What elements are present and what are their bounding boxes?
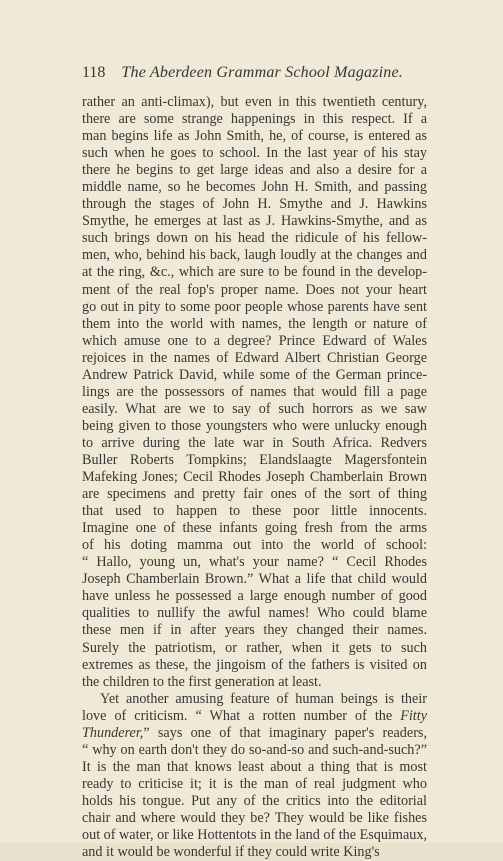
text-line: which amuse one to a degree? Prince Edward of Wales xyxy=(82,332,427,349)
text-line: that used to happen to these poor little innocents. xyxy=(82,503,427,520)
text-line-with-italic xyxy=(82,725,427,742)
text-line: Yet another amusing feature of human beings is their xyxy=(100,690,427,707)
text-line-with-italic xyxy=(82,708,427,725)
text-line: them into the world with names, the length or nature of xyxy=(82,315,427,332)
text-line: there are some strange happenings in this respect. If a xyxy=(82,111,427,128)
text-line: rejoices in the names of Edward Albert Christian George xyxy=(82,349,427,366)
text-segment: ” says one of that imaginary paper's readers, xyxy=(143,724,427,741)
text-line: Buller Roberts Tompkins; Elandslaagte Magersfontein xyxy=(82,451,427,468)
italic-title: Fitty xyxy=(400,707,427,724)
text-line: “ Hallo, young un, what's your name? “ Cecil Rhodes xyxy=(82,554,427,571)
text-line: have unless he possessed a large enough number of good xyxy=(82,588,427,605)
text-line: ment of the real fop's proper name. Does not your heart xyxy=(82,281,427,298)
text-line: and it would be wonderful if they could write King's xyxy=(82,844,380,861)
text-line: rather an anti-climax), but even in this twentieth century, xyxy=(82,94,427,110)
text-line: Mafeking Jones; Cecil Rhodes Joseph Chamberlain Brown xyxy=(82,469,427,486)
text-line: the children to the first generation at least. xyxy=(82,673,322,690)
running-header xyxy=(82,64,427,82)
text-line: Smythe, he emerges at last as J. Hawkins-Smythe, and as xyxy=(82,213,427,230)
text-line: out of water, or like Hottentots in the land of the Esquimaux, xyxy=(82,827,427,844)
page-number: 118 xyxy=(82,64,106,81)
text-line: qualities to nullify the awful names! Who could blame xyxy=(82,605,427,622)
text-line: Joseph Chamberlain Brown.” What a life that child would xyxy=(82,571,427,588)
text-line: go out in pity to some poor people whose parents have sent xyxy=(82,298,427,315)
text-line: of his doting mamma out into the world of school: xyxy=(82,537,427,554)
text-line: man begins life as John Smith, he, of course, is entered as xyxy=(82,128,427,145)
text-line: It is the man that knows least about a thing that is most xyxy=(82,758,427,775)
journal-title: The Aberdeen Grammar School Magazine. xyxy=(121,64,403,81)
text-line: being given to those youngsters who were unlucky enough xyxy=(82,417,427,434)
text-line: Andrew Patrick David, while some of the German prince- xyxy=(82,366,427,383)
text-line: “ why on earth don't they do so-and-so and such-and-such?” xyxy=(82,741,427,758)
text-line: extremes as these, the jingoism of the fathers is visited on xyxy=(82,656,427,673)
text-line: lings are the possessors of names that would fill a page xyxy=(82,383,427,400)
text-line: these men if in after years they changed their names. xyxy=(82,622,427,639)
italic-title: Thunderer, xyxy=(82,724,144,741)
text-line: chair and where would they be? They would be like fishes xyxy=(82,809,427,826)
text-line: there he begins to get large ideas and also a desire for a xyxy=(82,162,427,179)
text-line: holds his tongue. Put any of the critics into the editorial xyxy=(82,792,427,809)
text-line: at the ring, &c., which are sure to be found in the develop- xyxy=(82,264,427,281)
text-line: middle name, so he becomes John H. Smith, and passing xyxy=(82,179,427,196)
text-line: such brings down on his head the ridicule of his fellow- xyxy=(82,230,427,247)
text-line: Imagine one of these infants going fresh from the arms xyxy=(82,520,427,537)
text-line: to arrive during the late war in South Africa. Redvers xyxy=(82,434,427,451)
text-line: Surely the patriotism, or rather, when it gets to such xyxy=(82,639,427,656)
article-body xyxy=(82,94,427,861)
text-segment: love of criticism. “ What a rotten number of the xyxy=(82,707,401,724)
text-line: ready to criticise it; it is the man of real judgment who xyxy=(82,775,427,792)
text-line: such when he goes to school. In the last year of his stay xyxy=(82,145,427,162)
text-line: easily. What are we to say of such horrors as we saw xyxy=(82,400,427,417)
text-line: men, who, behind his back, laugh loudly at the changes and xyxy=(82,247,427,264)
text-line: are specimens and pretty fair ones of the sort of thing xyxy=(82,486,427,503)
text-line: through the stages of John H. Smythe and J. Hawkins xyxy=(82,196,427,213)
